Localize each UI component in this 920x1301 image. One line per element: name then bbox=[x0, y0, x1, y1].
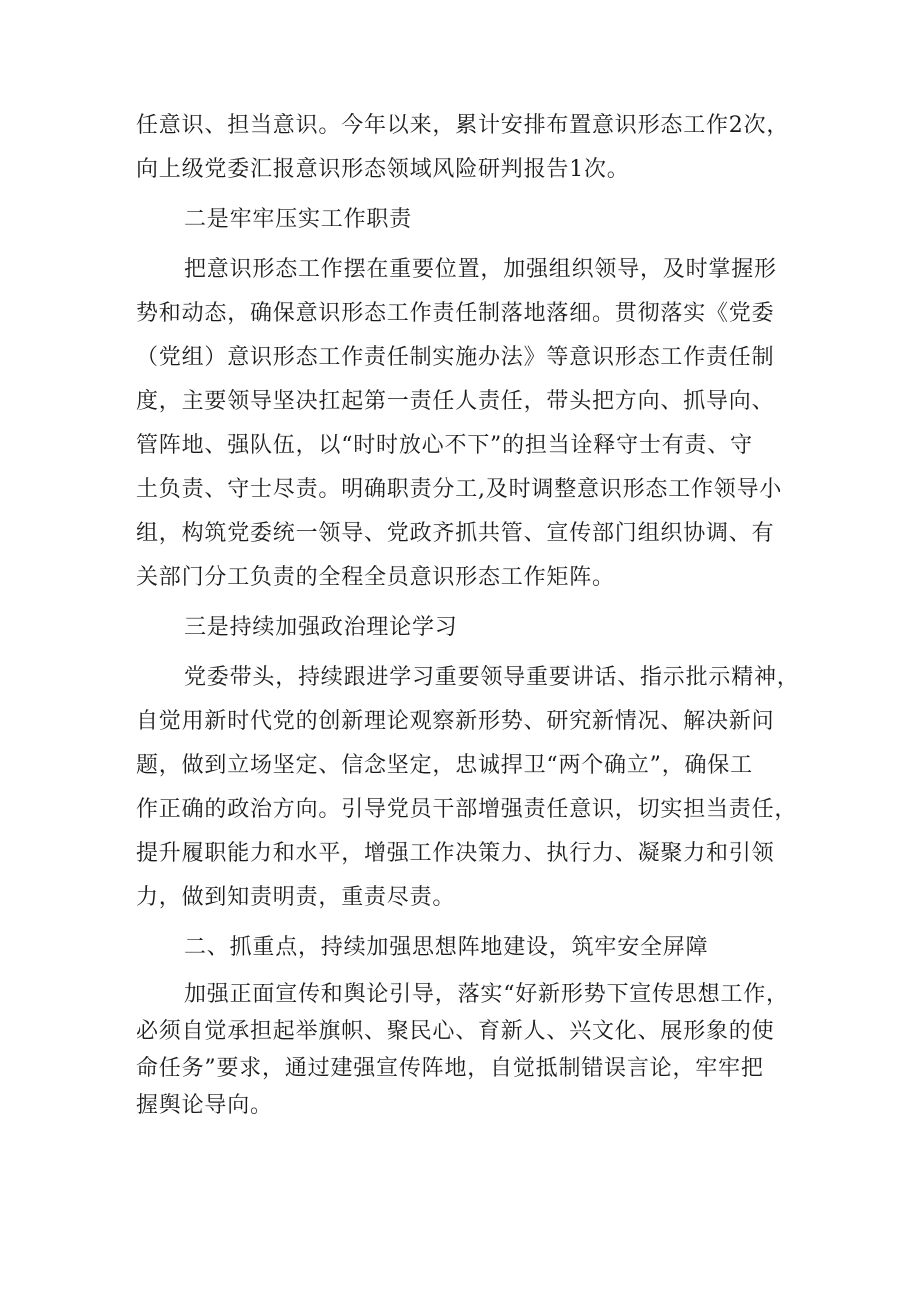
text-line: 题，做到立场坚定、信念坚定，忠诚捍卫“两个确立”，确保工 bbox=[136, 753, 753, 778]
text-line: 向上级党委汇报意识形态领域风险研判报告1次。 bbox=[136, 157, 630, 182]
text-line: 关部门分工负责的全程全员意识形态工作矩阵。 bbox=[136, 565, 615, 590]
text-line: 组，构筑党委统一领导、党政齐抓共管、宣传部门组织协调、有 bbox=[136, 521, 775, 546]
text-line: 自觉用新时代党的创新理论观察新形势、研究新情况、解决新问 bbox=[136, 709, 775, 734]
paragraph-theory-study bbox=[136, 656, 808, 920]
text-line: 命任务”要求，通过建强宣传阵地，自觉抵制错误言论，牢牢把 bbox=[136, 1056, 764, 1081]
final-paragraph-block bbox=[136, 976, 808, 1124]
text-line: 党委带头，持续跟进学习重要领导重要讲话、指示批示精神， bbox=[184, 665, 800, 690]
paragraph-continuation bbox=[136, 104, 808, 192]
text-line: 任意识、担当意识。今年以来，累计安排布置意识形态工作2次， bbox=[136, 113, 790, 138]
heading-text: 二是牢牢压实工作职责 bbox=[184, 207, 413, 232]
text-line: 握舆论导向。 bbox=[136, 1093, 273, 1118]
text-line: 加强正面宣传和舆论引导，落实“好新形势下宣传思想工作， bbox=[184, 982, 789, 1007]
text-line: 势和动态，确保意识形态工作责任制落地落细。贯彻落实《党委 bbox=[136, 301, 775, 326]
text-line: 土负责、守士尽责。明确职责分工,及时调整意识形态工作领导小 bbox=[136, 477, 783, 502]
section-heading-3 bbox=[136, 606, 808, 650]
text-line: 必须自觉承担起举旗帜、聚民心、育新人、兴文化、展形象的使 bbox=[136, 1019, 775, 1044]
heading-text: 二、抓重点，持续加强思想阵地建设，筑牢安全屏障 bbox=[184, 935, 709, 960]
paragraph-publicity bbox=[136, 976, 808, 1124]
section-heading-2 bbox=[136, 198, 808, 242]
text-line: 作正确的政治方向。引导党员干部增强责任意识，切实担当责任， bbox=[136, 797, 798, 822]
text-line: 把意识形态工作摆在重要位置，加强组织领导，及时掌握形 bbox=[184, 257, 777, 282]
paragraph-work-duty bbox=[136, 248, 808, 600]
heading-text: 三是持续加强政治理论学习 bbox=[184, 615, 458, 640]
text-line: 管阵地、强队伍，以“时时放心不下”的担当诠释守士有责、守 bbox=[136, 433, 753, 458]
text-line: 提升履职能力和水平，增强工作决策力、执行力、凝聚力和引领 bbox=[136, 841, 775, 866]
section-heading-4 bbox=[136, 926, 808, 970]
text-line: （党组）意识形态工作责任制实施办法》等意识形态工作责任制 bbox=[136, 345, 775, 370]
text-line: 度，主要领导坚决扛起第一责任人责任，带头把方向、抓导向、 bbox=[136, 389, 775, 414]
document-body bbox=[136, 104, 808, 1124]
text-line: 力，做到知责明责，重责尽责。 bbox=[136, 885, 456, 910]
